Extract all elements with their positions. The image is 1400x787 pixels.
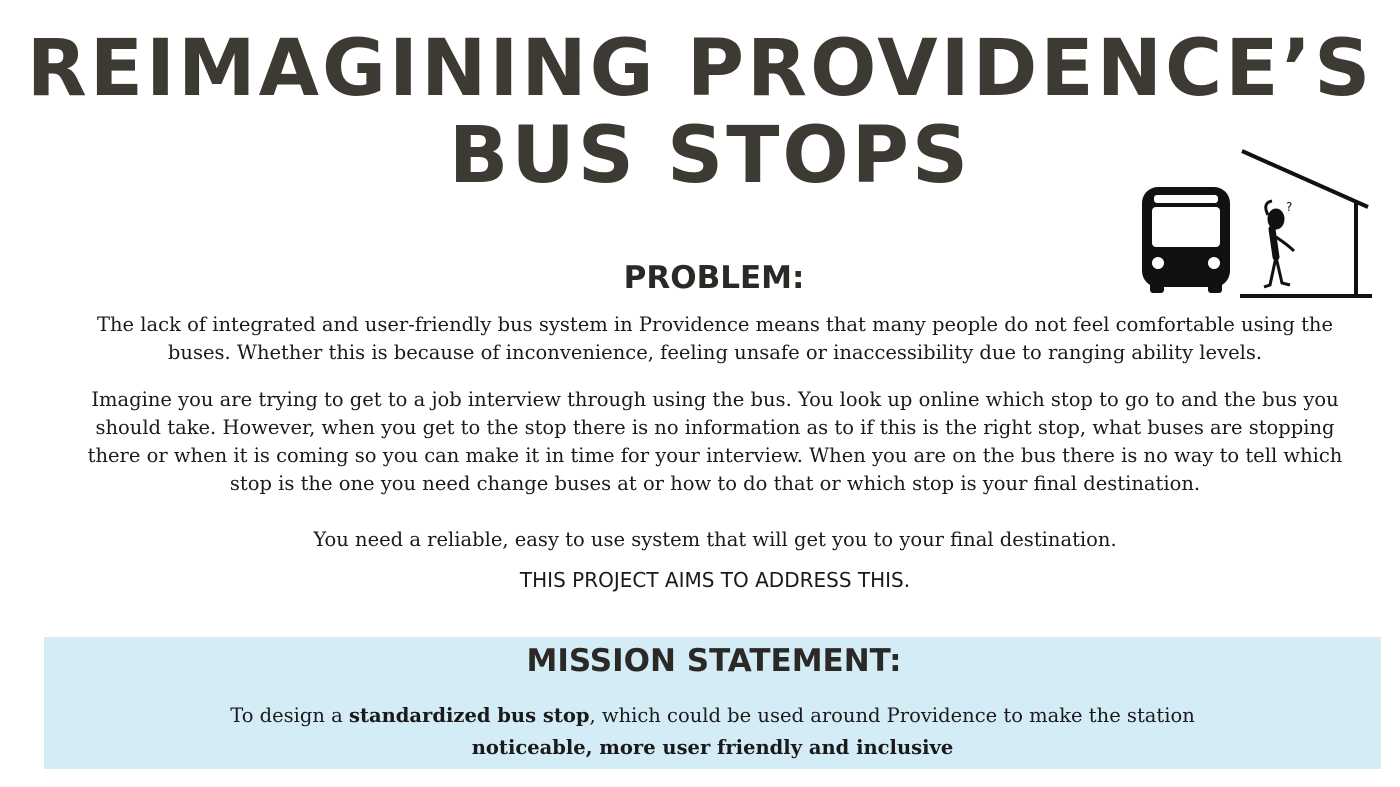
mission-bold-goals: noticeable, more user friendly and inclusive: [471, 736, 954, 759]
problem-paragraph-1: The lack of integrated and user-friendly bus system in Providence means that many people do not feel comfortable using the buses. Whether this is because of inconvenience, feeling unsafe or inaccessibility due to ranging ability levels.: [96, 313, 1334, 364]
problem-paragraph-3: You need a reliable, easy to use system that will get you to your final destination.: [313, 528, 1117, 551]
page-title-line-2: BUS STOPS: [448, 111, 972, 201]
mission-bold-standardized: standardized bus stop: [348, 704, 590, 727]
mission-text-part-2: , which could be used around Providence to make the station: [589, 704, 1195, 727]
project-aim-statement: THIS PROJECT AIMS TO ADDRESS THIS.: [519, 568, 911, 592]
mission-text-part-1: To design a: [230, 704, 349, 727]
page-title-line-1: REIMAGINING PROVIDENCE’S: [26, 24, 1374, 114]
question-mark: ?: [1286, 200, 1293, 214]
problem-heading: PROBLEM:: [623, 260, 805, 296]
mission-heading: MISSION STATEMENT:: [526, 643, 902, 679]
problem-paragraph-2: Imagine you are trying to get to a job interview through using the bus. You look up online which stop to go to and the bus you should take. However, when you get to the stop there is no information as to if this is the right stop, what buses are stopping there or when it is coming so you can make it in time for your interview. When you are on the bus there is no way to tell which stop is the one you need change buses at or how to do that or which stop is your final destination.: [87, 388, 1343, 495]
mission-statement-text: [44, 700, 1381, 764]
